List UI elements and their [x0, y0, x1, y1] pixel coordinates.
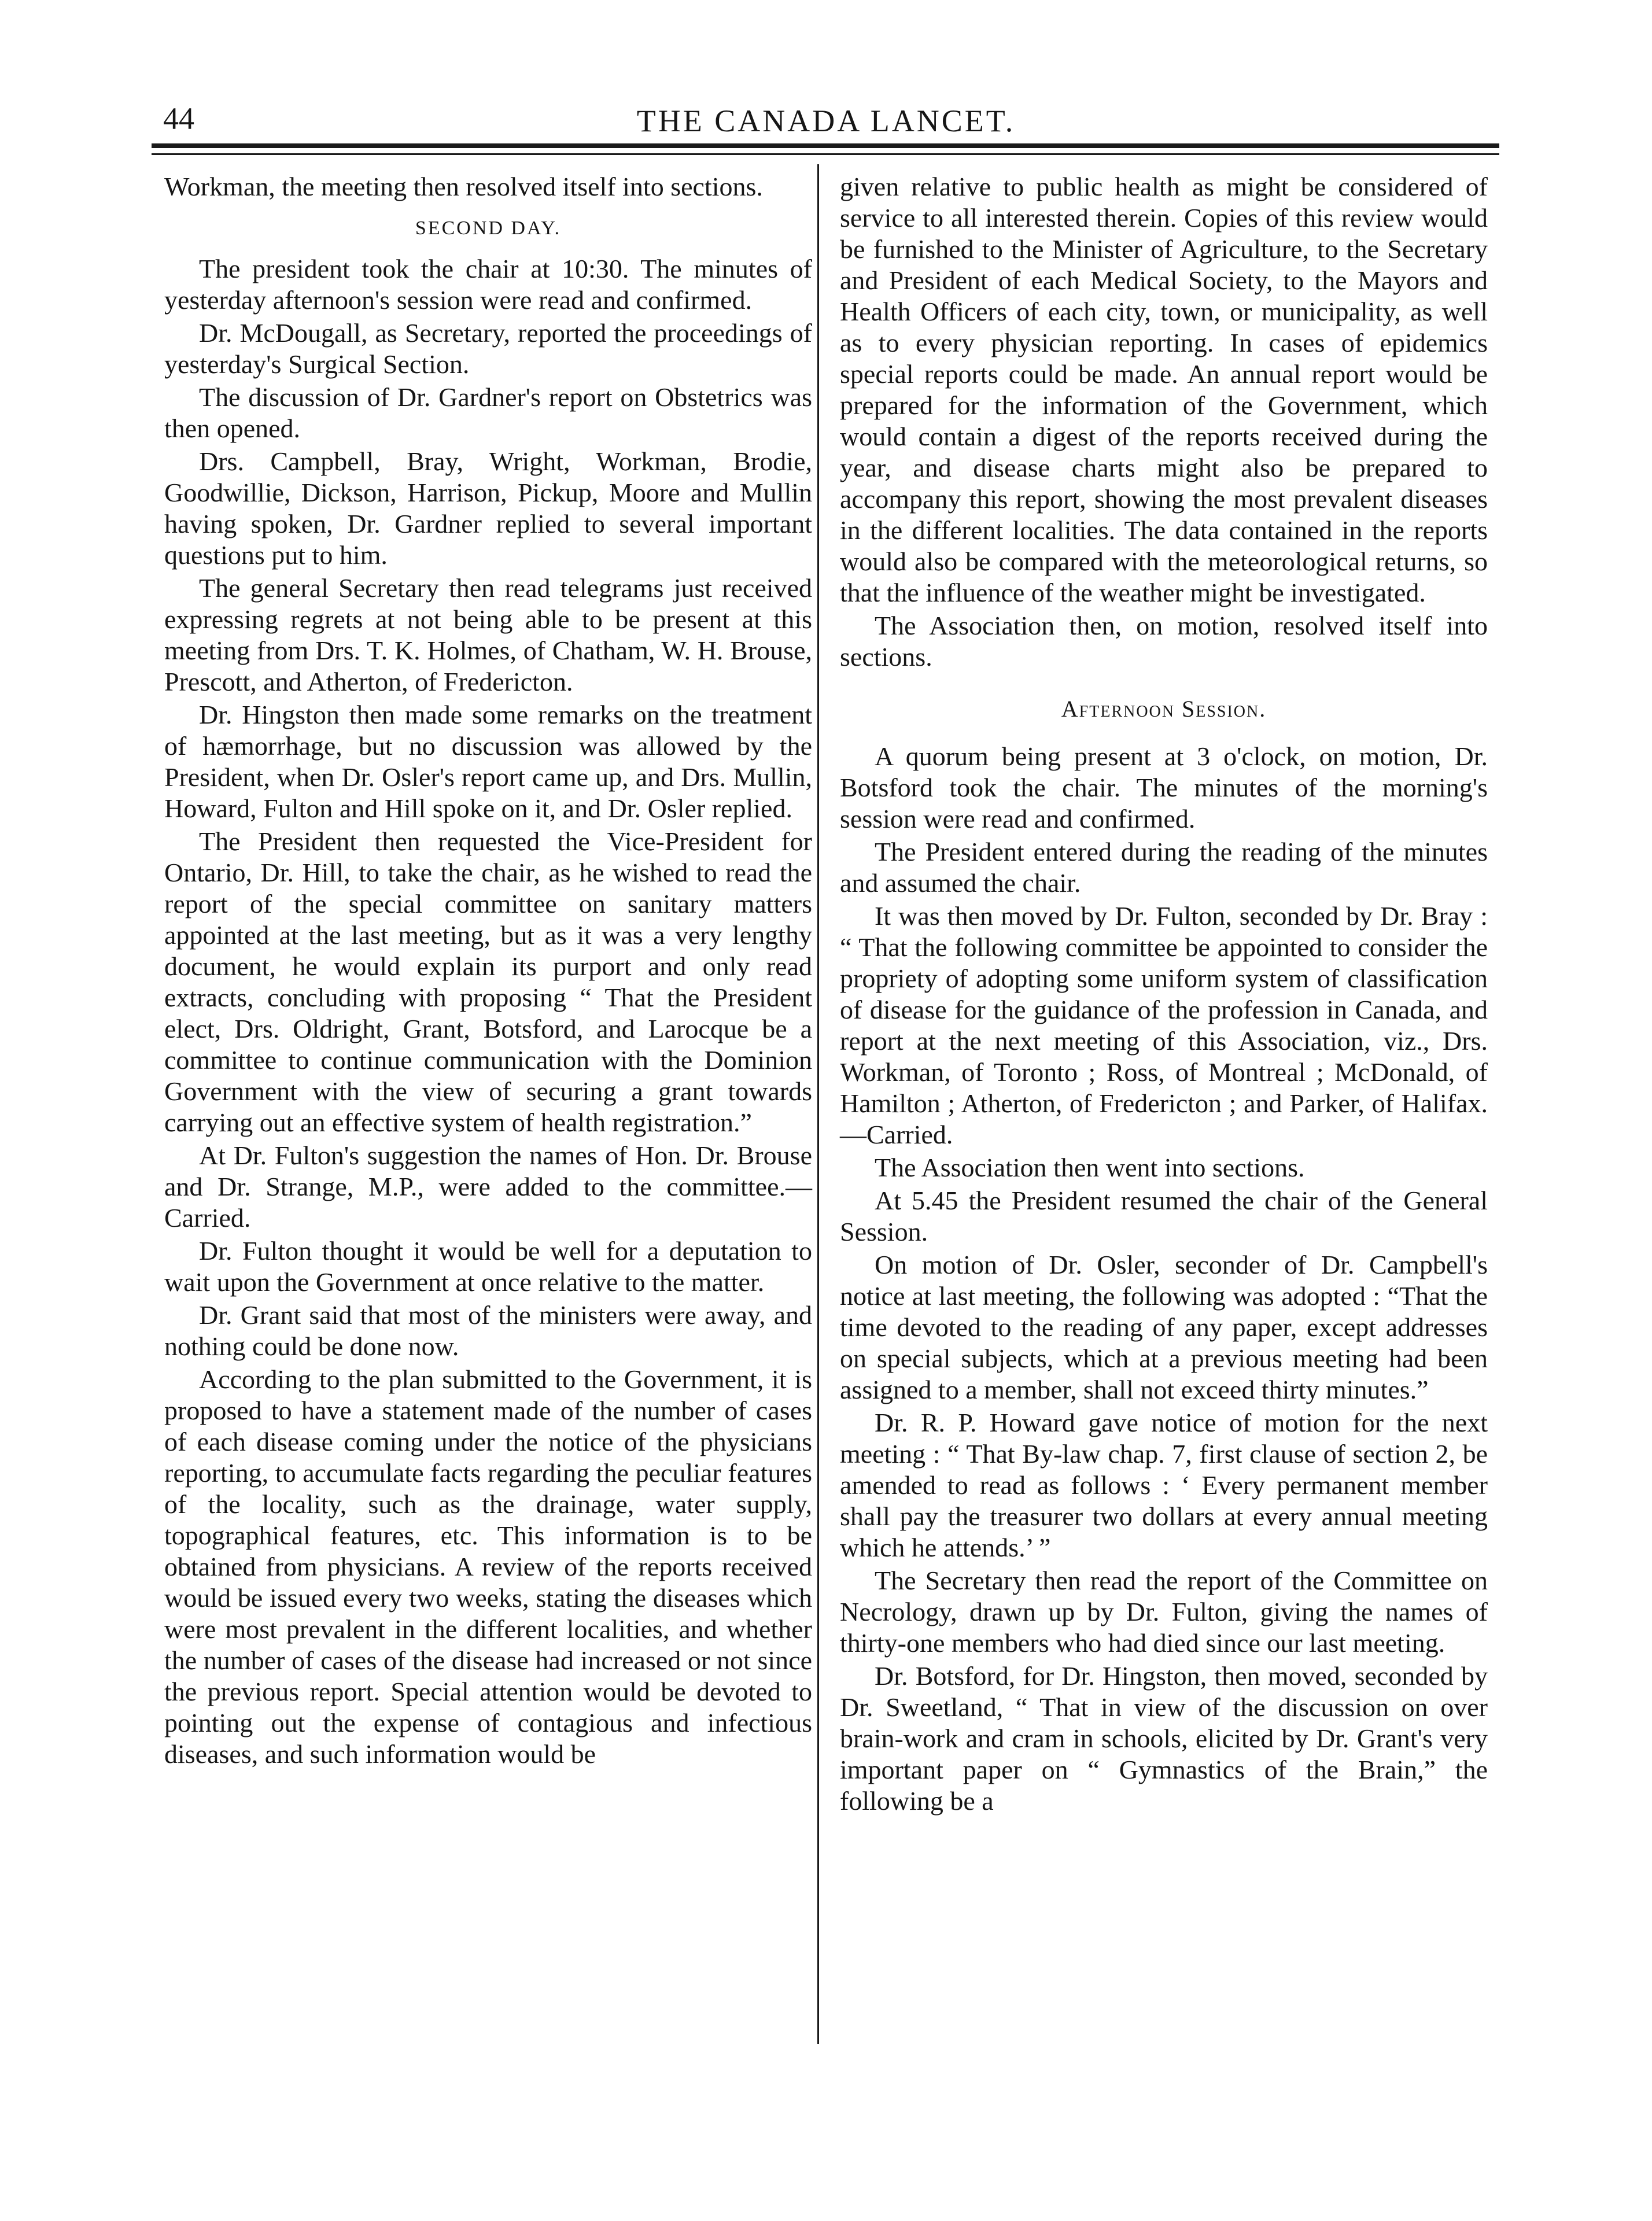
- paragraph: Dr. Hingston then made some remarks on the treatment of hæmorrhage, but no discussion was allowed by the President, when Dr. Osler's report came up, and Drs. Mullin, Howard, Fulton and Hill spoke on it, and Dr. Osler replied.: [164, 700, 812, 823]
- paragraph: The Association then, on motion, resolved itself into sections.: [840, 611, 1488, 672]
- paragraph: A quorum being present at 3 o'clock, on motion, Dr. Botsford took the chair. The minutes of the morning's session were read and confirmed.: [840, 741, 1488, 833]
- header-rule-thin: [152, 153, 1499, 155]
- paragraph: On motion of Dr. Osler, seconder of Dr. Campbell's notice at last meeting, the following was adopted : “That the time devoted to the reading of any paper, except addresses on special subjects, which at a previous meeting had been assigned to a member, shall not exceed thirty minutes.”: [840, 1250, 1488, 1404]
- paragraph: The President then requested the Vice-President for Ontario, Dr. Hill, to take the chair, as he wished to read the report of the special committee on sanitary matters appointed at the last meeting, but as it was a very lengthy document, he would explain its purport and only read extracts, concluding with proposing “ That the President elect, Drs. Oldright, Grant, Botsford, and Larocque be a committee to continue communication with the Dominion Government with the view of securing a grant towards carrying out an effective system of health registration.”: [164, 827, 812, 1137]
- paragraph: given relative to public health as might be considered of service to all interested therein. Copies of this review would be furnished to the Minister of Agriculture, to the Secretary and President of each Medical Society, to the Mayors and Health Officers of each city, town, or municipality, as well as to every physician reporting. In cases of epidemics special reports could be made. An annual report would be prepared for the information of the Government, which would contain a digest of the reports received during the year, and disease charts might also be prepared to accompany this report, showing the most prevalent diseases in the different localities. The data contained in the reports would also be compared with the meteorological returns, so that the influence of the weather might be investigated.: [840, 172, 1488, 607]
- paragraph: According to the plan submitted to the Government, it is proposed to have a statement made of the number of cases of each disease coming under the notice of the physicians reporting, to accumulate facts regarding the peculiar features of the locality, such as the drainage, water supply, topographical features, etc. This information is to be obtained from physicians. A review of the reports received would be issued every two weeks, stating the diseases which were most prevalent in the different localities, and whether the number of cases of the disease had increased or not since the previous report. Special attention would be devoted to pointing out the expense of contagious and infectious diseases, and such information would be: [164, 1364, 812, 1769]
- right-column: [840, 171, 1488, 1818]
- left-column: [164, 171, 812, 1772]
- paragraph: Dr. McDougall, as Secretary, reported the proceedings of yesterday's Surgical Section.: [164, 318, 812, 379]
- paragraph: The Association then went into sections.: [875, 1153, 1305, 1182]
- paragraph: At Dr. Fulton's suggestion the names of Hon. Dr. Brouse and Dr. Strange, M.P., were added to the committee.—Carried.: [164, 1141, 812, 1233]
- paragraph: It was then moved by Dr. Fulton, seconded by Dr. Bray : “ That the following committee be appointed to consider the propriety of adopting some uniform system of classification of disease for the guidance of the profession in Canada, and report at the next meeting of this Association, viz., Drs. Workman, of Toronto ; Ross, of Montreal ; McDonald, of Hamilton ; Atherton, of Fredericton ; and Parker, of Halifax.—Carried.: [840, 901, 1488, 1149]
- paragraph: Dr. Fulton thought it would be well for a deputation to wait upon the Government at once relative to the matter.: [164, 1236, 812, 1297]
- section-heading-second-day: SECOND DAY.: [415, 217, 562, 239]
- paragraph: The President entered during the reading of the minutes and assumed the chair.: [840, 837, 1488, 898]
- paragraph: Drs. Campbell, Bray, Wright, Workman, Brodie, Goodwillie, Dickson, Harrison, Pickup, Moore and Mullin having spoken, Dr. Gardner replied to several important questions put to him.: [164, 447, 812, 570]
- paragraph: The president took the chair at 10:30. The minutes of yesterday afternoon's session were read and confirmed.: [164, 254, 812, 315]
- section-heading-afternoon-session: Afternoon Session.: [1061, 696, 1267, 722]
- page-number: 44: [163, 101, 194, 136]
- column-divider: [817, 164, 819, 2044]
- paragraph: The Secretary then read the report of the Committee on Necrology, drawn up by Dr. Fulton, giving the names of thirty-one members who had died since our last meeting.: [840, 1566, 1488, 1658]
- paragraph: The general Secretary then read telegrams just received expressing regrets at not being able to be present at this meeting from Drs. T. K. Holmes, of Chatham, W. H. Brouse, Prescott, and Atherton, of Fredericton.: [164, 573, 812, 696]
- journal-title: THE CANADA LANCET.: [636, 104, 1016, 138]
- paragraph: Dr. Grant said that most of the ministers were away, and nothing could be done now.: [164, 1300, 812, 1361]
- paragraph: The discussion of Dr. Gardner's report on Obstetrics was then opened.: [164, 382, 812, 443]
- paragraph: Dr. Botsford, for Dr. Hingston, then moved, seconded by Dr. Sweetland, “ That in view of the discussion on over brain-work and cram in schools, elicited by Dr. Grant's very important paper on “ Gymnastics of the Brain,” the following be a: [840, 1661, 1488, 1816]
- paragraph: At 5.45 the President resumed the chair of the General Session.: [840, 1186, 1488, 1246]
- paragraph: Workman, the meeting then resolved itself into sections.: [164, 172, 763, 201]
- paragraph: Dr. R. P. Howard gave notice of motion for the next meeting : “ That By-law chap. 7, first clause of section 2, be amended to read as follows : ‘ Every permanent member shall pay the treasurer two dollars at every annual meeting which he attends.’ ”: [840, 1408, 1488, 1562]
- header-rule-thick: [152, 143, 1499, 148]
